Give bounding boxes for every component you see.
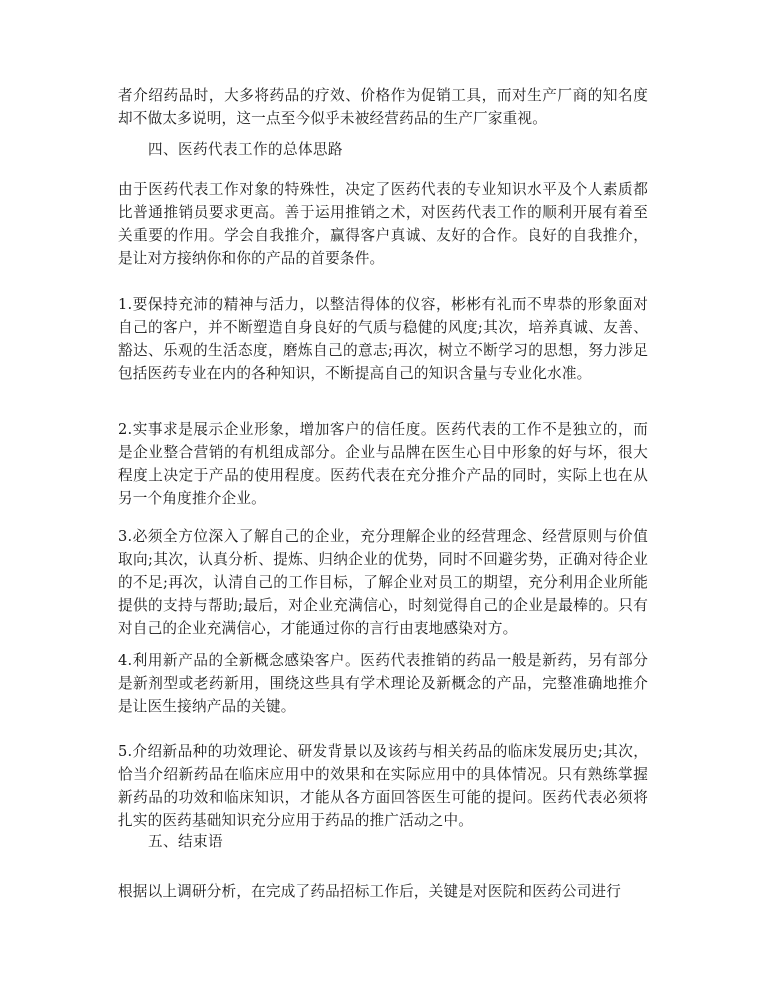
- overview-paragraph: 由于医药代表工作对象的特殊性，决定了医药代表的专业知识水平及个人素质都比普通推销员要求更高。善于运用推销之术，对医药代表工作的顺利开展有着至关重要的作用。学会自我推介，赢得客户真诚、友好的合作。良好的自我推介，是让对方接纳你和你的产品的首要条件。: [118, 181, 648, 267]
- point-2-paragraph: 2.实事求是展示企业形象，增加客户的信任度。医药代表的工作不是独立的，而是企业整合营销的有机组成部分。企业与品牌在医生心目中形象的好与坏，很大程度上决定于产品的使用程度。医药代表在充分推介产品的同时，实际上也在从另一个角度推介企业。: [118, 421, 648, 507]
- intro-paragraph: 者介绍药品时，大多将药品的疗效、价格作为促销工具，而对生产厂商的知名度却不做太多说明，这一点至今似乎未被经营药品的生产厂家重视。: [118, 87, 648, 127]
- conclusion-paragraph: 根据以上调研分析，在完成了药品招标工作后，关键是对医院和医药公司进行: [118, 883, 621, 900]
- point-5-paragraph: 5.介绍新品种的功效理论、研发背景以及该药与相关药品的临床发展历史;其次，恰当介绍新药品在临床应用中的效果和在实际应用中的具体情况。只有熟练掌握新药品的功效和临床知识，才能从各方面回答医生可能的提问。医药代表必须将扎实的医药基础知识充分应用于药品的推广活动之中。: [118, 743, 648, 829]
- point-4-paragraph: 4.利用新产品的全新概念感染客户。医药代表推销的药品一般是新药，另有部分是新剂型或老药新用，围绕这些具有学术理论及新概念的产品，完整准确地推介是让医生接纳产品的关键。: [118, 652, 648, 715]
- point-3-paragraph: 3.必须全方位深入了解自己的企业，充分理解企业的经营理念、经营原则与价值取向;其次，认真分析、提炼、归纳企业的优势，同时不回避劣势，正确对待企业的不足;再次，认清自己的工作目标，了解企业对员工的期望，充分利用企业所能提供的支持与帮助;最后，对企业充满信心，时刻觉得自己的企业是最棒的。只有对自己的企业充满信心，才能通过你的言行由衷地感染对方。: [118, 528, 648, 637]
- section-heading-5: 五、结束语: [148, 833, 223, 850]
- section-heading-4: 四、医药代表工作的总体思路: [148, 141, 343, 158]
- point-1-paragraph: 1.要保持充沛的精神与活力，以整洁得体的仪容，彬彬有礼而不卑恭的形象面对自己的客户，并不断塑造自身良好的气质与稳健的风度;其次，培养真诚、友善、豁达、乐观的生活态度，磨炼自己的意志;再次，树立不断学习的思想，努力涉足包括医药专业在内的各种知识，不断提高自己的知识含量与专业化水准。: [118, 296, 648, 382]
